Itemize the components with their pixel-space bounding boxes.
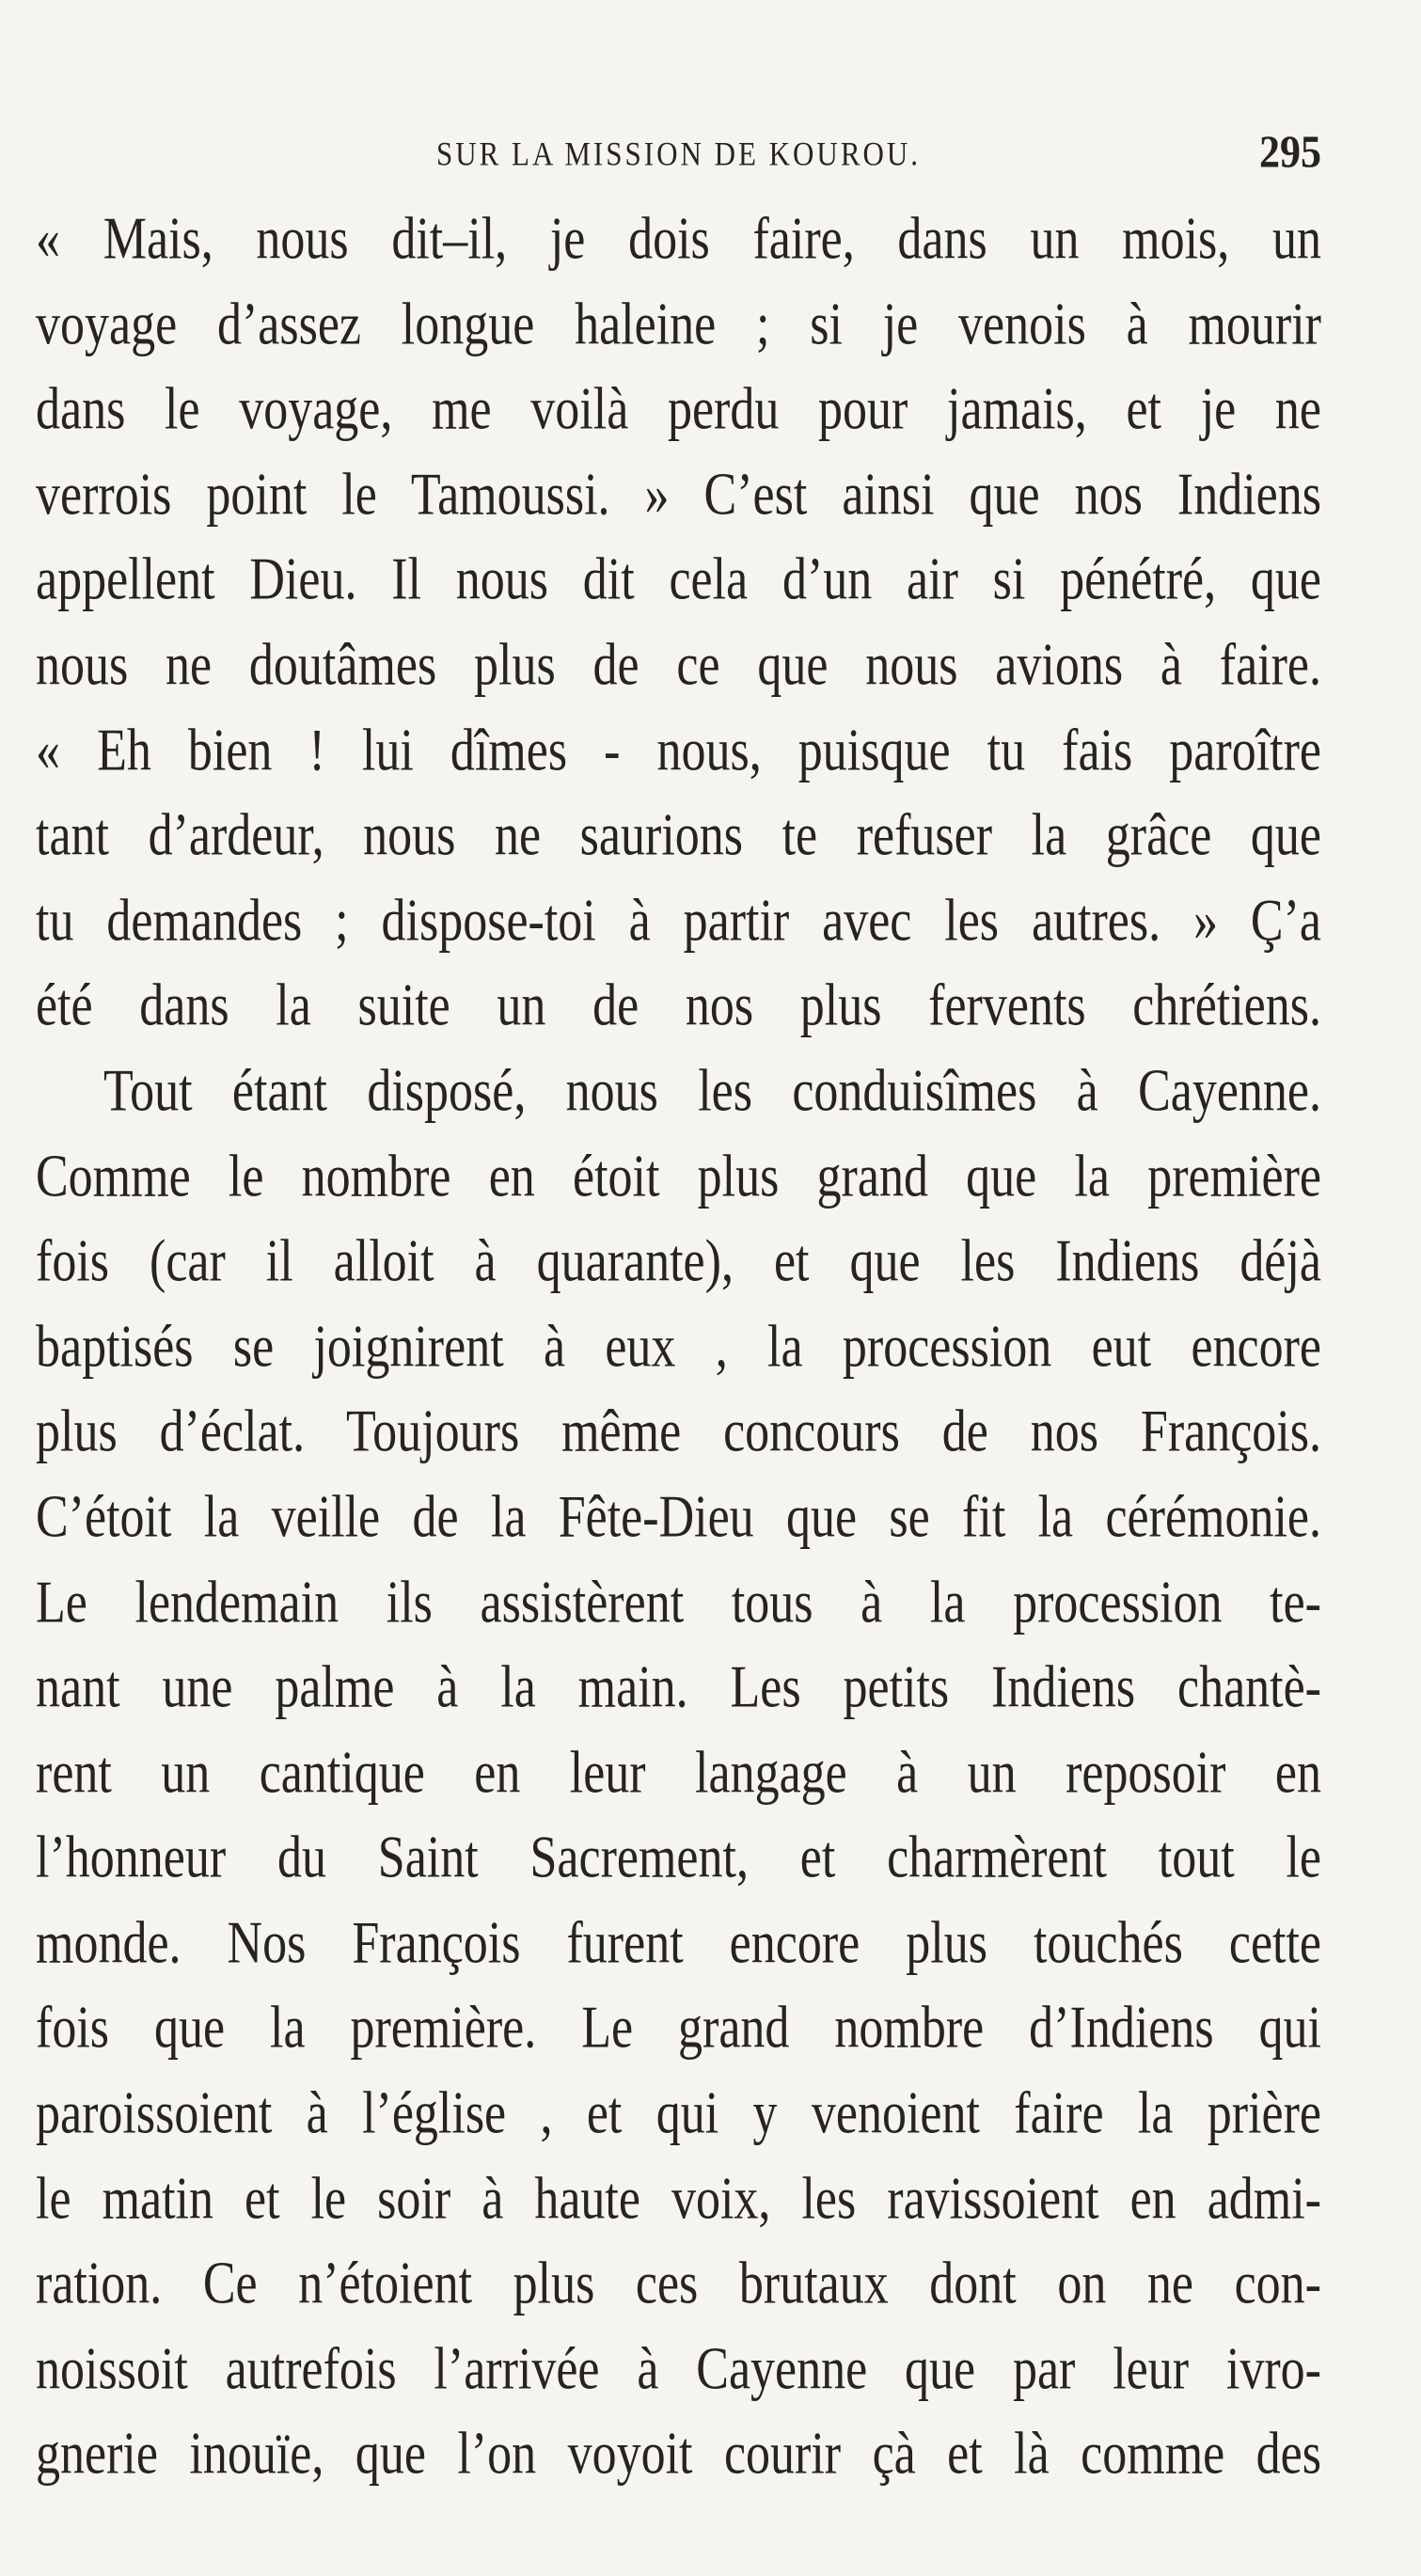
text-line: gnerie inouïe, que l’on voyoit courir çà et là comme des (36, 2421, 1321, 2488)
text-line: fois que la première. Le grand nombre d’Indiens qui (36, 1996, 1321, 2062)
text-line: voyage d’assez longue haleine ; si je venois à mourir (36, 292, 1321, 357)
text-line: verrois point le Tamoussi. » C’est ainsi que nos Indiens (36, 462, 1321, 528)
paragraph-1 (36, 198, 1321, 1050)
text-line: Le lendemain ils assistèrent tous à la procession te- (36, 1570, 1321, 1636)
text-line: nous ne doutâmes plus de ce que nous avions à faire. (36, 632, 1321, 699)
text-line: tant d’ardeur, nous ne saurions te refuser la grâce que (36, 802, 1321, 869)
text-line: fois (car il alloit à quarante), et que les Indiens déjà (36, 1228, 1321, 1295)
text-line: « Eh bien ! lui dîmes - nous, puisque tu fais paroître (36, 718, 1321, 783)
text-line: Comme le nombre en étoit plus grand que la première (36, 1144, 1321, 1209)
text-line: paroissoient à l’église , et qui y venoient faire la prière (36, 2080, 1321, 2147)
text-line: ration. Ce n’étoient plus ces brutaux dont on ne con- (36, 2251, 1321, 2317)
text-line: le matin et le soir à haute voix, les ravissoient en admi- (36, 2166, 1321, 2232)
text-line: baptisés se joignirent à eux , la procession eut encore (36, 1314, 1321, 1380)
text-line: nant une palme à la main. Les petits Indiens chantè- (36, 1654, 1321, 1721)
page-number: 295 (1259, 126, 1321, 178)
text-line: « Mais, nous dit–il, je dois faire, dans un mois, un (36, 206, 1321, 273)
paragraph-2 (36, 1050, 1321, 2498)
text-line: dans le voyage, me voilà perdu pour jamais, et je ne (36, 376, 1321, 443)
text-line: été dans la suite un de nos plus fervents chrétiens. (36, 972, 1321, 1039)
page-body (36, 198, 1321, 2498)
running-header (36, 126, 1321, 179)
text-line: appellent Dieu. Il nous dit cela d’un air si pénétré, que (36, 546, 1321, 613)
text-line: plus d’éclat. Toujours même concours de nos François. (36, 1399, 1321, 1465)
text-line: monde. Nos François furent encore plus touchés cette (36, 1910, 1321, 1976)
text-line: rent un cantique en leur langage à un reposoir en (36, 1740, 1321, 1806)
text-line: l’honneur du Saint Sacrement, et charmèrent tout le (36, 1825, 1321, 1891)
text-line: Tout étant disposé, nous les conduisîmes à Cayenne. (103, 1058, 1321, 1125)
text-line: tu demandes ; dispose-toi à partir avec les autres. » Ç’a (36, 888, 1321, 954)
running-title: SUR LA MISSION DE KOUROU. (435, 134, 922, 173)
text-line: noissoit autrefois l’arrivée à Cayenne que par leur ivro- (36, 2336, 1321, 2402)
text-line: C’étoit la veille de la Fête-Dieu que se fit la cérémonie. (36, 1484, 1321, 1551)
